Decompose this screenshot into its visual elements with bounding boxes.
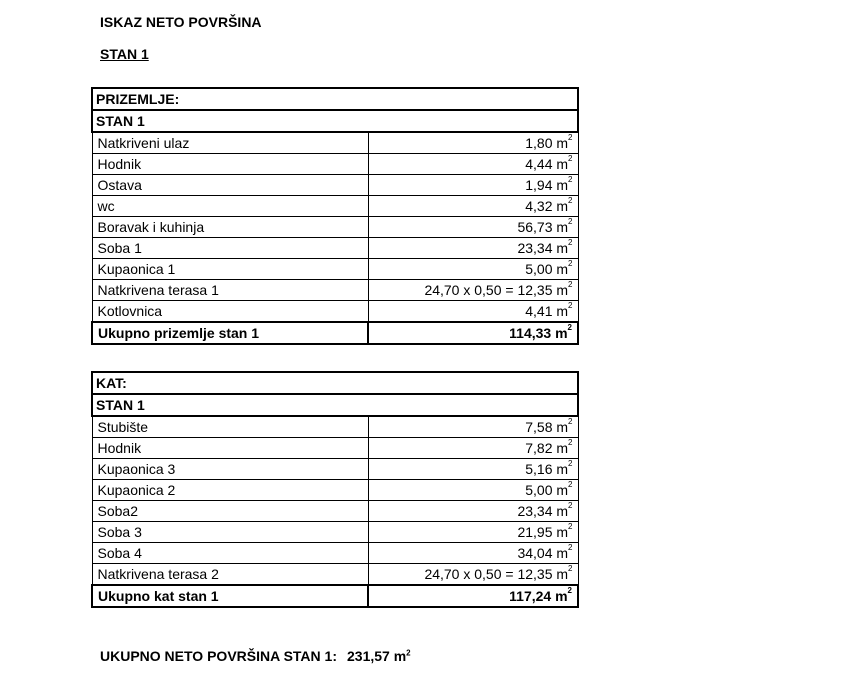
ground-total-value: 114,33 $m^2$ [368, 322, 578, 344]
table-row [92, 259, 578, 280]
room-area: 1,94 $m^2$ [368, 175, 578, 196]
room-area: 7,58 $m^2$ [368, 416, 578, 438]
room-name: Natkrivena terasa 1 [92, 280, 368, 301]
floor-total-value: 117,24 $m^2$ [368, 585, 578, 607]
room-name: wc [92, 196, 368, 217]
room-area: 23,34 $m^2$ [368, 501, 578, 522]
table-row [92, 280, 578, 301]
room-name: Soba 4 [92, 543, 368, 564]
table-row [92, 522, 578, 543]
table-row [92, 438, 578, 459]
room-area: 5,00 $m^2$ [368, 259, 578, 280]
room-name: Soba 3 [92, 522, 368, 543]
grand-total [100, 648, 411, 664]
room-name: Kupaonica 2 [92, 480, 368, 501]
room-area: 56,73 $m^2$ [368, 217, 578, 238]
table-row [92, 175, 578, 196]
room-name: Kupaonica 1 [92, 259, 368, 280]
table-row [92, 480, 578, 501]
room-name: Soba 1 [92, 238, 368, 259]
document-title: ISKAZ NETO POVRŠINA [100, 14, 262, 30]
floor-total-label: Ukupno kat stan 1 [92, 585, 368, 607]
ground-header: PRIZEMLJE: [92, 88, 578, 110]
room-name: Kotlovnica [92, 301, 368, 323]
table-row [92, 416, 578, 438]
room-name: Soba2 [92, 501, 368, 522]
room-name: Boravak i kuhinja [92, 217, 368, 238]
room-area: 23,34 $m^2$ [368, 238, 578, 259]
ground-subheader: STAN 1 [92, 110, 578, 132]
room-name: Hodnik [92, 438, 368, 459]
table-row [92, 196, 578, 217]
floor-rows [92, 416, 578, 585]
grand-total-label: UKUPNO NETO POVRŠINA STAN 1: [100, 648, 337, 664]
room-name: Kupaonica 3 [92, 459, 368, 480]
table-row [92, 543, 578, 564]
table-row [92, 459, 578, 480]
room-name: Stubište [92, 416, 368, 438]
floor-subheader: STAN 1 [92, 394, 578, 416]
room-area: 4,41 $m^2$ [368, 301, 578, 323]
room-area: 4,32 $m^2$ [368, 196, 578, 217]
grand-total-value: 231,57 $m^2$ [347, 648, 411, 664]
room-area: 21,95 $m^2$ [368, 522, 578, 543]
upper-floor-table [91, 371, 579, 608]
table-row [92, 132, 578, 154]
ground-floor-table [91, 87, 579, 345]
room-name: Ostava [92, 175, 368, 196]
table-row [92, 501, 578, 522]
room-name: Hodnik [92, 154, 368, 175]
ground-rows [92, 132, 578, 322]
room-area: 34,04 $m^2$ [368, 543, 578, 564]
room-area: 4,44 $m^2$ [368, 154, 578, 175]
room-area: 24,70 x 0,50 = 12,35 $m^2$ [368, 564, 578, 586]
room-area: 5,16 $m^2$ [368, 459, 578, 480]
table-row [92, 564, 578, 586]
ground-total-label: Ukupno prizemlje stan 1 [92, 322, 368, 344]
room-area: 1,80 $m^2$ [368, 132, 578, 154]
table-row [92, 301, 578, 323]
document-subtitle: STAN 1 [100, 46, 149, 62]
floor-header: KAT: [92, 372, 578, 394]
table-row [92, 154, 578, 175]
table-row [92, 217, 578, 238]
room-name: Natkrivena terasa 2 [92, 564, 368, 586]
room-area: 7,82 $m^2$ [368, 438, 578, 459]
room-area: 24,70 x 0,50 = 12,35 $m^2$ [368, 280, 578, 301]
room-area: 5,00 $m^2$ [368, 480, 578, 501]
room-name: Natkriveni ulaz [92, 132, 368, 154]
table-row [92, 238, 578, 259]
